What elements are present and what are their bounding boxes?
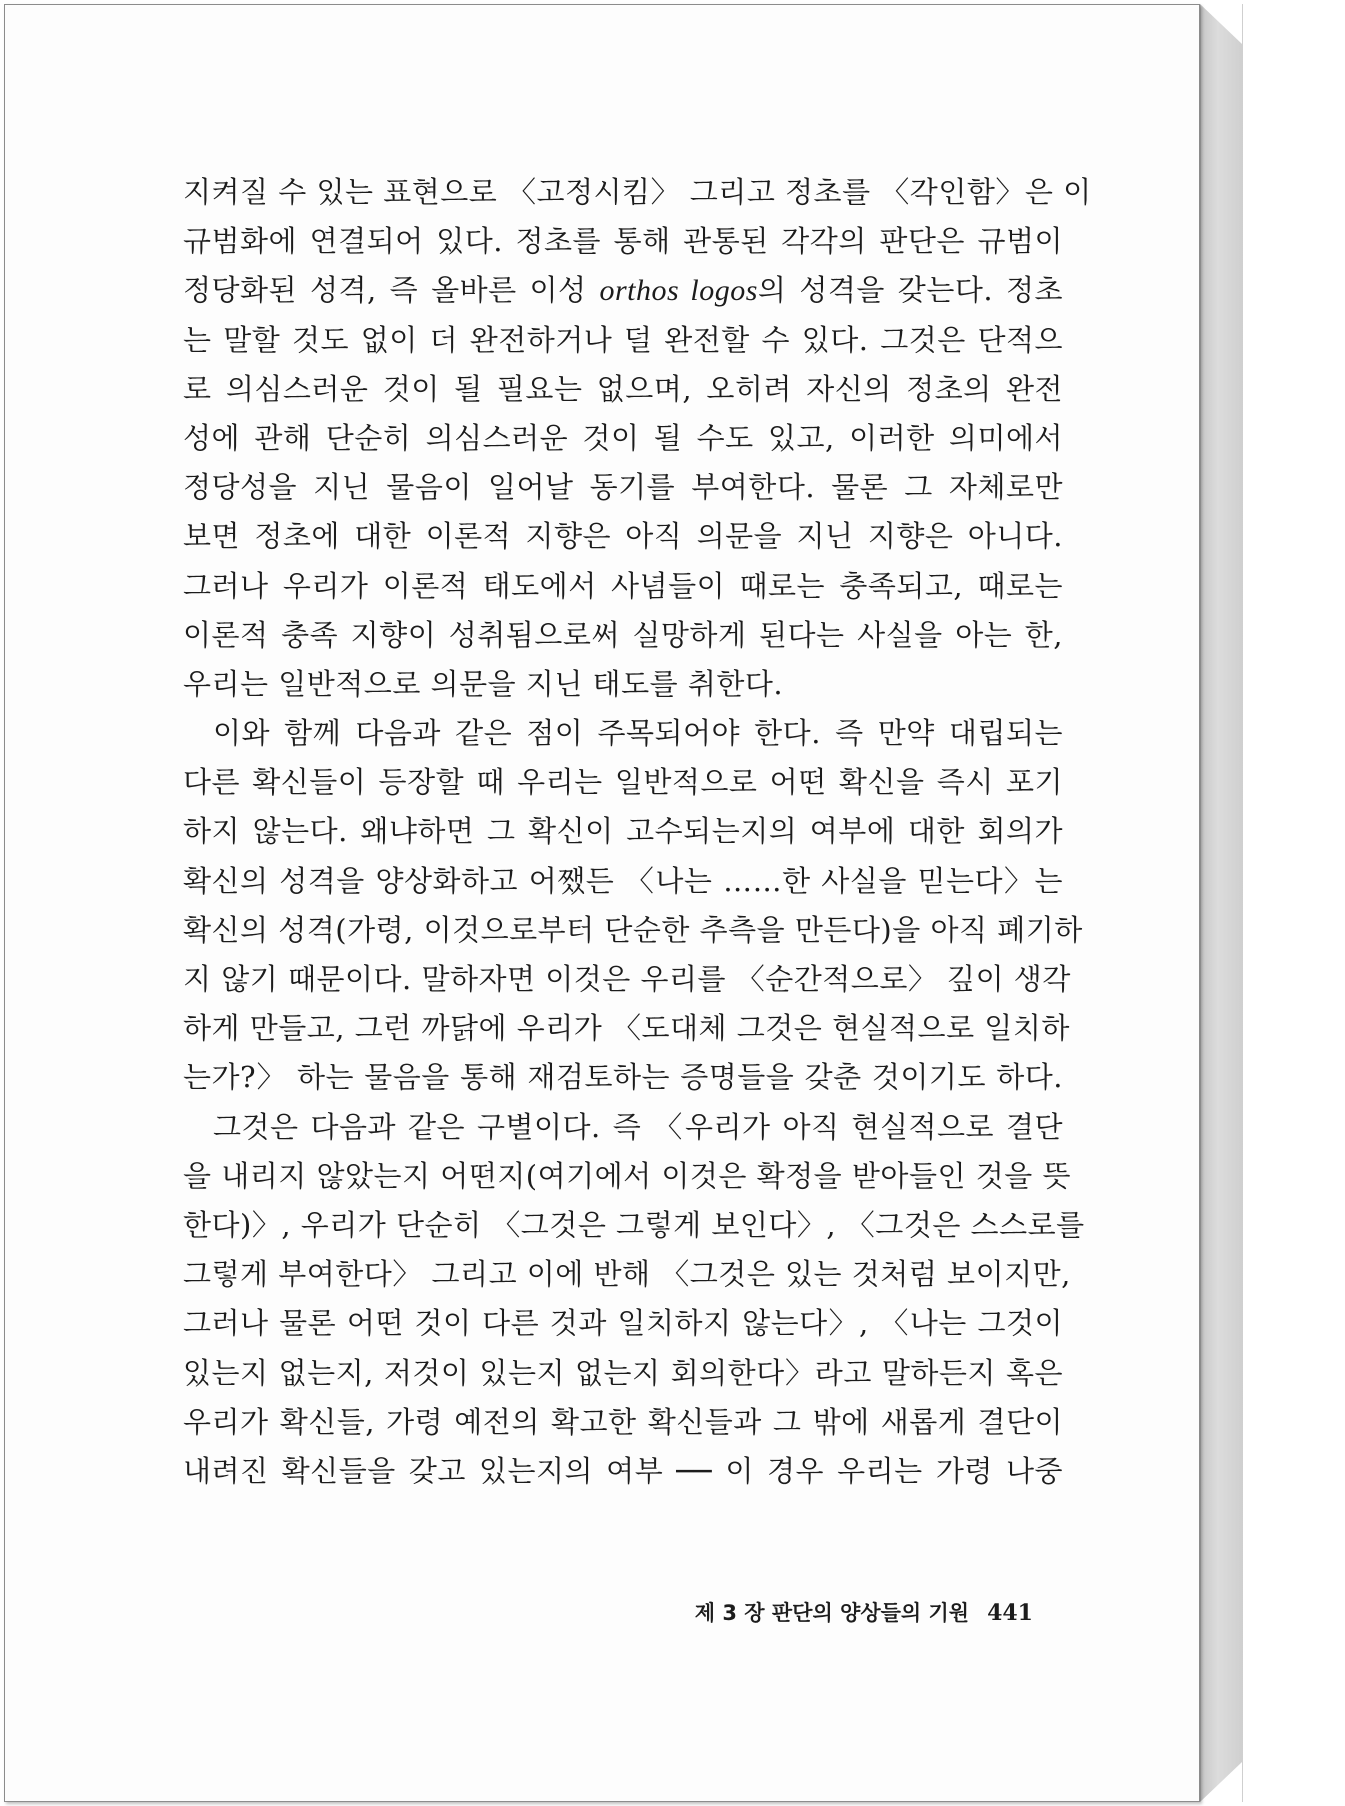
body-text	[183, 168, 1092, 1496]
text-line: 지 않기 때문이다. 말하자면 이것은 우리를 〈순간적으로〉 깊이 생각	[183, 962, 1071, 996]
text-line: 이론적 충족 지향이 성취됨으로써 실망하게 된다는 사실을 아는 한,	[183, 617, 1063, 652]
text-line: 을 내리지 않았는지 어떤지(여기에서 이것은 확정을 받아들인 것을 뜻	[183, 1158, 1071, 1193]
text-line: 확신의 성격을 양상화하고 어쨌든 〈나는 ……한 사실을 믿는다〉는	[183, 863, 1063, 898]
text-line: 그렇게 부여한다〉 그리고 이에 반해 〈그것은 있는 것처럼 보이지만,	[183, 1257, 1071, 1292]
text-line: 보면 정초에 대한 이론적 지향은 아직 의문을 지닌 지향은 아니다.	[183, 519, 1063, 554]
text-line: 확신의 성격(가령, 이것으로부터 단순한 추측을 만든다)을 아직 폐기하	[183, 912, 1083, 947]
book-edge-bottom-corner	[1200, 1762, 1242, 1802]
text-line: 로 의심스러운 것이 될 필요는 없으며, 오히려 자신의 정초의 완전	[183, 371, 1063, 406]
text-line: 는 말할 것도 없이 더 완전하거나 덜 완전할 수 있다. 그것은 단적으	[183, 322, 1063, 357]
text-line: 우리는 일반적으로 의문을 지닌 태도를 취한다.	[183, 666, 784, 701]
text-line: 그러나 물론 어떤 것이 다른 것과 일치하지 않는다〉, 〈나는 그것이	[183, 1306, 1063, 1341]
text-line: 규범화에 연결되어 있다. 정초를 통해 관통된 각각의 판단은 규범이	[183, 224, 1063, 259]
book-edge-top-corner	[1200, 4, 1242, 44]
text-line: 성에 관해 단순히 의심스러운 것이 될 수도 있고, 이러한 의미에서	[183, 420, 1063, 455]
text-line: 내려진 확신들을 갖고 있는지의 여부 ── 이 경우 우리는 가령 나중	[183, 1453, 1063, 1488]
text-run: 의 성격을 갖는다. 정초	[757, 273, 1064, 308]
text-line: 지켜질 수 있는 표현으로 〈고정시킴〉 그리고 정초를 〈각인함〉은 이	[183, 175, 1092, 209]
text-line: 그것은 다음과 같은 구별이다. 즉 〈우리가 아직 현실적으로 결단	[213, 1109, 1063, 1144]
text-line: 한다)〉, 우리가 단순히 〈그것은 그렇게 보인다〉, 〈그것은 스스로를	[183, 1207, 1085, 1242]
text-line: 우리가 확신들, 가령 예전의 확고한 확신들과 그 밖에 새롭게 결단이	[183, 1404, 1063, 1439]
text-line: 는가?〉 하는 물음을 통해 재검토하는 증명들을 갖춘 것이기도 하다.	[183, 1060, 1063, 1095]
text-line: 하게 만들고, 그런 까닭에 우리가 〈도대체 그것은 현실적으로 일치하	[183, 1011, 1070, 1046]
book-page-edge	[1200, 4, 1243, 1802]
chapter-title: 제 3 장 판단의 양상들의 기원	[694, 1601, 970, 1625]
text-line: 다른 확신들이 등장할 때 우리는 일반적으로 어떤 확신을 즉시 포기	[183, 765, 1063, 800]
page-number: 441	[987, 1600, 1033, 1626]
text-run: 정당화된 성격, 즉 올바른 이성	[183, 273, 600, 308]
text-line	[183, 266, 1063, 315]
text-line: 이와 함께 다음과 같은 점이 주목되어야 한다. 즉 만약 대립되는	[213, 716, 1063, 751]
page-sheet	[4, 4, 1200, 1802]
running-footer	[625, 1597, 1033, 1627]
text-line: 있는지 없는지, 저것이 있는지 없는지 회의한다〉라고 말하든지 혹은	[183, 1355, 1063, 1390]
text-line: 하지 않는다. 왜냐하면 그 확신이 고수되는지의 여부에 대한 회의가	[183, 814, 1063, 849]
italic-term: orthos logos	[599, 274, 758, 308]
text-line: 그러나 우리가 이론적 태도에서 사념들이 때로는 충족되고, 때로는	[183, 568, 1063, 603]
text-line: 정당성을 지닌 물음이 일어날 동기를 부여한다. 물론 그 자체로만	[183, 470, 1063, 505]
